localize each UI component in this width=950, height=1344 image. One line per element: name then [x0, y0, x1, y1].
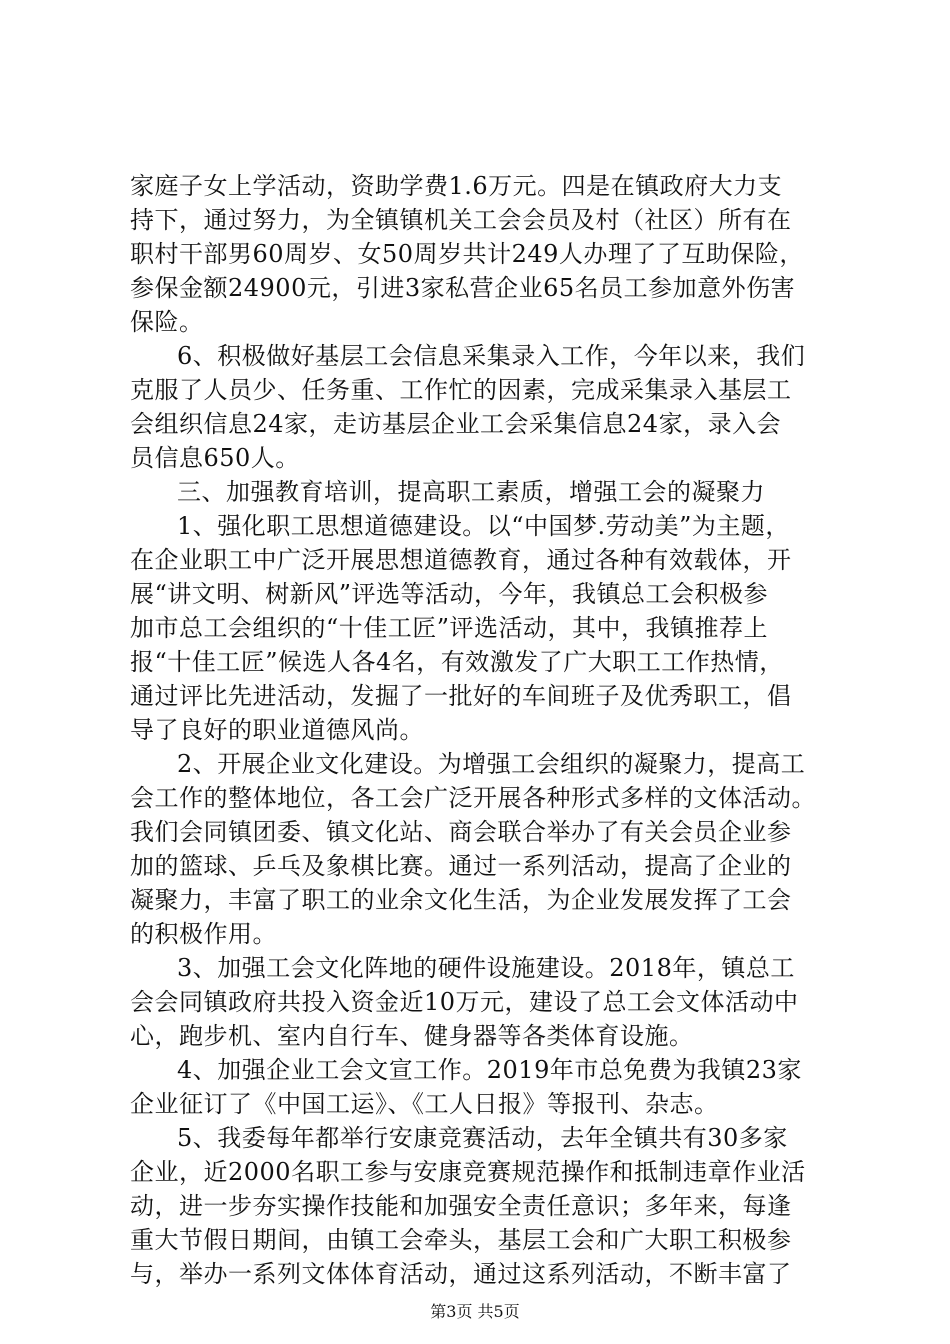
text-line: 企业征订了《中国工运》、《工人日报》等报刊、杂志。 — [130, 1090, 719, 1118]
text-line: 保险。 — [130, 308, 204, 336]
text-line: 在企业职工中广泛开展思想道德教育，通过各种有效载体，开 — [130, 546, 792, 574]
text-line: 会会同镇政府共投入资金近10万元，建设了总工会文体活动中 — [130, 988, 799, 1016]
page-number-footer: 第3页 共5页 — [430, 1302, 520, 1321]
text-line: 6、积极做好基层工会信息采集录入工作，今年以来，我们 — [177, 342, 806, 370]
text-line: 与，举办一系列文体体育活动，通过这系列活动，不断丰富了 — [130, 1260, 792, 1288]
text-line: 克服了人员少、任务重、工作忙的因素，完成采集录入基层工 — [130, 376, 792, 404]
text-line: 会工作的整体地位，各工会广泛开展各种形式多样的文体活动。 — [130, 784, 816, 812]
text-line: 家庭子女上学活动，资助学费1.6万元。四是在镇政府大力支 — [130, 172, 783, 200]
text-line: 5、我委每年都举行安康竞赛活动，去年全镇共有30多家 — [177, 1124, 788, 1152]
text-line: 通过评比先进活动，发掘了一批好的车间班子及优秀职工，倡 — [130, 682, 792, 710]
text-line: 4、加强企业工会文宣工作。2019年市总免费为我镇23家 — [177, 1056, 802, 1084]
text-line: 报“十佳工匠”候选人各4名，有效激发了广大职工工作热情， — [130, 648, 784, 676]
text-line: 动，进一步夯实操作技能和加强安全责任意识；多年来，每逢 — [130, 1192, 792, 1220]
section-heading: 三、加强教育培训，提高职工素质，增强工会的凝聚力 — [177, 478, 765, 506]
text-line: 凝聚力，丰富了职工的业余文化生活，为企业发展发挥了工会 — [130, 886, 792, 914]
text-line: 2、开展企业文化建设。为增强工会组织的凝聚力，提高工 — [177, 750, 806, 778]
text-line: 心，跑步机、室内自行车、健身器等各类体育设施。 — [130, 1022, 694, 1050]
text-line: 员信息650人。 — [130, 444, 300, 472]
text-line: 的积极作用。 — [130, 920, 277, 948]
text-line: 企业，近2000名职工参与安康竞赛规范操作和抵制违章作业活 — [130, 1158, 806, 1186]
text-line: 3、加强工会文化阵地的硬件设施建设。2018年，镇总工 — [177, 954, 795, 982]
text-line: 加市总工会组织的“十佳工匠”评选活动，其中，我镇推荐上 — [130, 614, 769, 642]
text-line: 导了良好的职业道德风尚。 — [130, 716, 424, 744]
text-line: 1、强化职工思想道德建设。以“中国梦.劳动美”为主题， — [177, 512, 790, 540]
text-line: 展“讲文明、树新风”评选等活动，今年，我镇总工会积极参 — [130, 580, 769, 608]
text-line: 重大节假日期间，由镇工会牵头，基层工会和广大职工积极参 — [130, 1226, 792, 1254]
text-line: 我们会同镇团委、镇文化站、商会联合举办了有关会员企业参 — [130, 818, 792, 846]
text-line: 持下，通过努力，为全镇镇机关工会会员及村（社区）所有在 — [130, 206, 792, 234]
text-line: 会组织信息24家，走访基层企业工会采集信息24家，录入会 — [130, 410, 782, 438]
text-line: 职村干部男60周岁、女50周岁共计249人办理了了互助保险， — [130, 240, 804, 268]
text-line: 参保金额24900元，引进3家私营企业65名员工参加意外伤害 — [130, 274, 796, 302]
text-line: 加的篮球、乒乓及象棋比赛。通过一系列活动，提高了企业的 — [130, 852, 792, 880]
